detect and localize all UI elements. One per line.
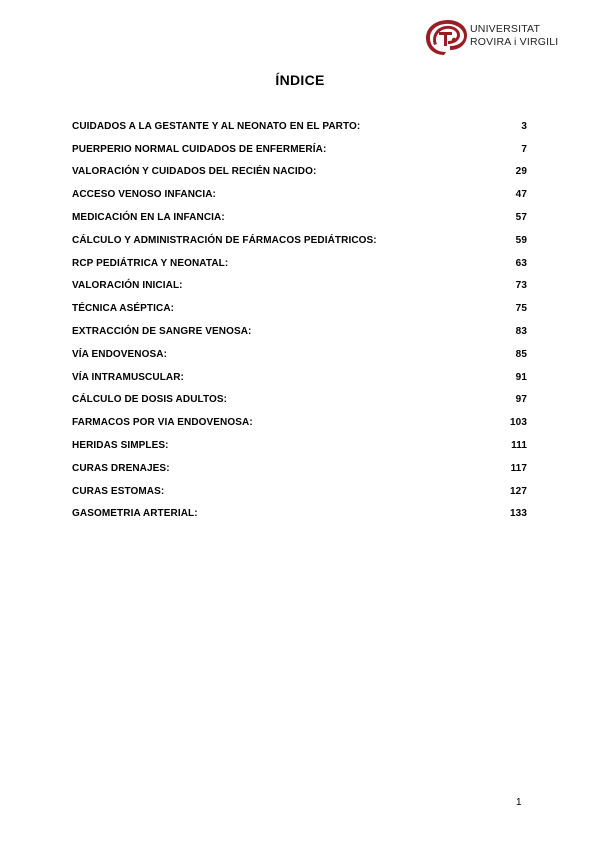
toc-entry-page: 47 bbox=[515, 189, 527, 201]
university-name bbox=[470, 23, 558, 49]
toc-entry-page: 103 bbox=[510, 417, 527, 429]
toc-entry-title: ACCESO VENOSO INFANCIA: bbox=[72, 189, 216, 201]
toc-entry-title: MEDICACIÓN EN LA INFANCIA: bbox=[72, 212, 225, 224]
toc-entry-page: 75 bbox=[515, 303, 527, 315]
toc-entry-page: 3 bbox=[521, 120, 527, 132]
university-logo bbox=[424, 20, 574, 56]
toc-entry[interactable] bbox=[72, 366, 527, 389]
toc-entry[interactable] bbox=[72, 480, 527, 503]
university-name-line-1: UNIVERSITAT bbox=[470, 23, 541, 35]
page-title: ÍNDICE bbox=[275, 72, 325, 88]
toc-entry-title: VALORACIÓN INICIAL: bbox=[72, 280, 183, 292]
toc-entry[interactable] bbox=[72, 275, 527, 298]
toc-entry-title: TÉCNICA ASÉPTICA: bbox=[72, 303, 175, 315]
toc-entry-title: VÍA ENDOVENOSA: bbox=[72, 348, 168, 360]
toc-entry[interactable] bbox=[72, 434, 527, 457]
toc-entry-title: EXTRACCIÓN DE SANGRE VENOSA: bbox=[72, 326, 252, 338]
toc-entry[interactable] bbox=[72, 229, 527, 252]
toc-entry[interactable] bbox=[72, 503, 527, 526]
toc-entry[interactable] bbox=[72, 161, 527, 184]
toc-entry-page: 7 bbox=[521, 143, 527, 155]
toc-entry[interactable] bbox=[72, 389, 527, 412]
toc-entry-page: 127 bbox=[510, 485, 527, 497]
toc-entry-title: CÁLCULO Y ADMINISTRACIÓN DE FÁRMACOS PEDIÁTRICOS: bbox=[72, 234, 377, 246]
toc-entry-page: 73 bbox=[515, 280, 527, 292]
toc-entry-page: 63 bbox=[515, 257, 527, 269]
toc-entry-title: FARMACOS POR VIA ENDOVENOSA: bbox=[72, 417, 253, 429]
toc-entry-page: 133 bbox=[510, 508, 527, 520]
toc-entry-title: GASOMETRIA ARTERIAL: bbox=[72, 508, 198, 520]
toc-entry-page: 117 bbox=[510, 462, 527, 474]
toc-entry-title: RCP PEDIÁTRICA Y NEONATAL: bbox=[72, 257, 229, 269]
urv-logo-icon bbox=[424, 20, 468, 56]
toc-entry-title: CUIDADOS A LA GESTANTE Y AL NEONATO EN EL PARTO: bbox=[72, 120, 361, 132]
toc-entry-page: 91 bbox=[515, 371, 527, 383]
toc-entry-page: 83 bbox=[515, 326, 527, 338]
toc-entry-page: 29 bbox=[515, 166, 527, 178]
toc-entry[interactable] bbox=[72, 115, 527, 138]
toc-entry[interactable] bbox=[72, 343, 527, 366]
toc-entry-title: HERIDAS SIMPLES: bbox=[72, 440, 169, 452]
toc-entry-page: 59 bbox=[515, 234, 527, 246]
toc-entry-title: CURAS DRENAJES: bbox=[72, 462, 170, 474]
page-number: 1 bbox=[516, 797, 522, 808]
table-of-contents bbox=[72, 115, 527, 525]
toc-entry[interactable] bbox=[72, 411, 527, 434]
toc-entry[interactable] bbox=[72, 252, 527, 275]
toc-entry-title: CÁLCULO DE DOSIS ADULTOS: bbox=[72, 394, 228, 406]
toc-entry-page: 111 bbox=[511, 440, 527, 452]
toc-entry-title: VALORACIÓN Y CUIDADOS DEL RECIÉN NACIDO: bbox=[72, 166, 317, 178]
toc-entry[interactable] bbox=[72, 183, 527, 206]
toc-entry-title: VÍA INTRAMUSCULAR: bbox=[72, 371, 184, 383]
toc-entry-page: 97 bbox=[515, 394, 527, 406]
toc-entry-page: 85 bbox=[515, 348, 527, 360]
toc-entry[interactable] bbox=[72, 206, 527, 229]
toc-entry[interactable] bbox=[72, 297, 527, 320]
toc-entry-page: 57 bbox=[515, 212, 527, 224]
toc-entry[interactable] bbox=[72, 320, 527, 343]
university-name-line-2: ROVIRA i VIRGILI bbox=[470, 36, 559, 48]
toc-entry[interactable] bbox=[72, 138, 527, 161]
toc-entry-title: PUERPERIO NORMAL CUIDADOS DE ENFERMERÍA: bbox=[72, 143, 327, 155]
toc-entry-title: CURAS ESTOMAS: bbox=[72, 485, 165, 497]
toc-entry[interactable] bbox=[72, 457, 527, 480]
